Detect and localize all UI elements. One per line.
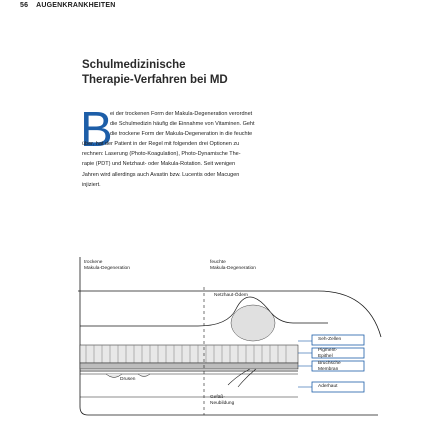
- paragraph-line: ei der trockenen Form der Makula-Degeneration verordnet: [110, 111, 253, 117]
- title-line-1: Schulmedizinische: [82, 59, 186, 71]
- gefaess-neubildung-label: [210, 395, 234, 406]
- pigment-epithel-label-line-2: Epithel: [318, 353, 333, 359]
- paragraph-line: über, hat der Patient in der Regel mit folgenden drei Optionen zu: [82, 141, 240, 148]
- wet-md-label-line-2: Makula-Degeneration: [210, 265, 256, 271]
- seh-zellen-label: Seh-Zellen: [318, 337, 342, 342]
- paragraph-line: die trockene Form der Makula-Degeneration in die feuchte: [110, 131, 253, 138]
- wet-md-label: [210, 260, 256, 271]
- edema-label: Netzhaut-Ödem: [214, 293, 248, 298]
- paragraph-line: rapie (PDT) und Netzhaut- oder Makula-Rotation. Seit wenigen: [82, 161, 236, 168]
- dry-md-label-line-1: trockene: [84, 260, 103, 265]
- paragraph-line: injiziert.: [82, 181, 101, 188]
- paragraph-line: die Schulmedizin häufig die Einnahme von Vitaminen. Geht: [110, 121, 255, 128]
- body-paragraph: [80, 103, 358, 190]
- gefaess-neubildung-label-line-1: Gefäß-: [210, 395, 225, 400]
- bruchsche-membran-label: [318, 361, 341, 372]
- drusen-label: Drusen: [120, 377, 136, 382]
- running-header: [20, 2, 116, 9]
- bruchsche-membran-label-line-2: Membran: [318, 366, 339, 372]
- paragraph-line: Jahren wird allerdings auch Avastin bzw. Lucentis oder Macugen: [82, 171, 240, 178]
- paragraph-line: rechnen: Laserung (Photo-Koagulation), Photo-Dynamische The-: [82, 151, 241, 158]
- drop-cap: B: [80, 103, 113, 157]
- page-number: 56: [20, 2, 29, 9]
- dry-md-label-line-2: Makula-Degeneration: [84, 265, 130, 271]
- pigment-epithel-label-line-1: Pigment-: [318, 348, 338, 353]
- wet-md-label-line-1: feuchte: [210, 260, 226, 265]
- retina-diagram: [78, 257, 384, 417]
- bruchsche-membran-label-line-1: Bruchsche: [318, 361, 341, 366]
- dry-md-label: [84, 260, 130, 271]
- title-line-2: Therapie-Verfahren bei MD: [82, 74, 228, 86]
- section-title: AUGENKRANKHEITEN: [36, 2, 116, 9]
- gefaess-neubildung-label-line-2: Neubildung: [210, 400, 235, 406]
- article-title: [82, 58, 342, 88]
- aderhaut-label: Aderhaut: [318, 384, 338, 389]
- pigment-epithel-label: [318, 348, 337, 359]
